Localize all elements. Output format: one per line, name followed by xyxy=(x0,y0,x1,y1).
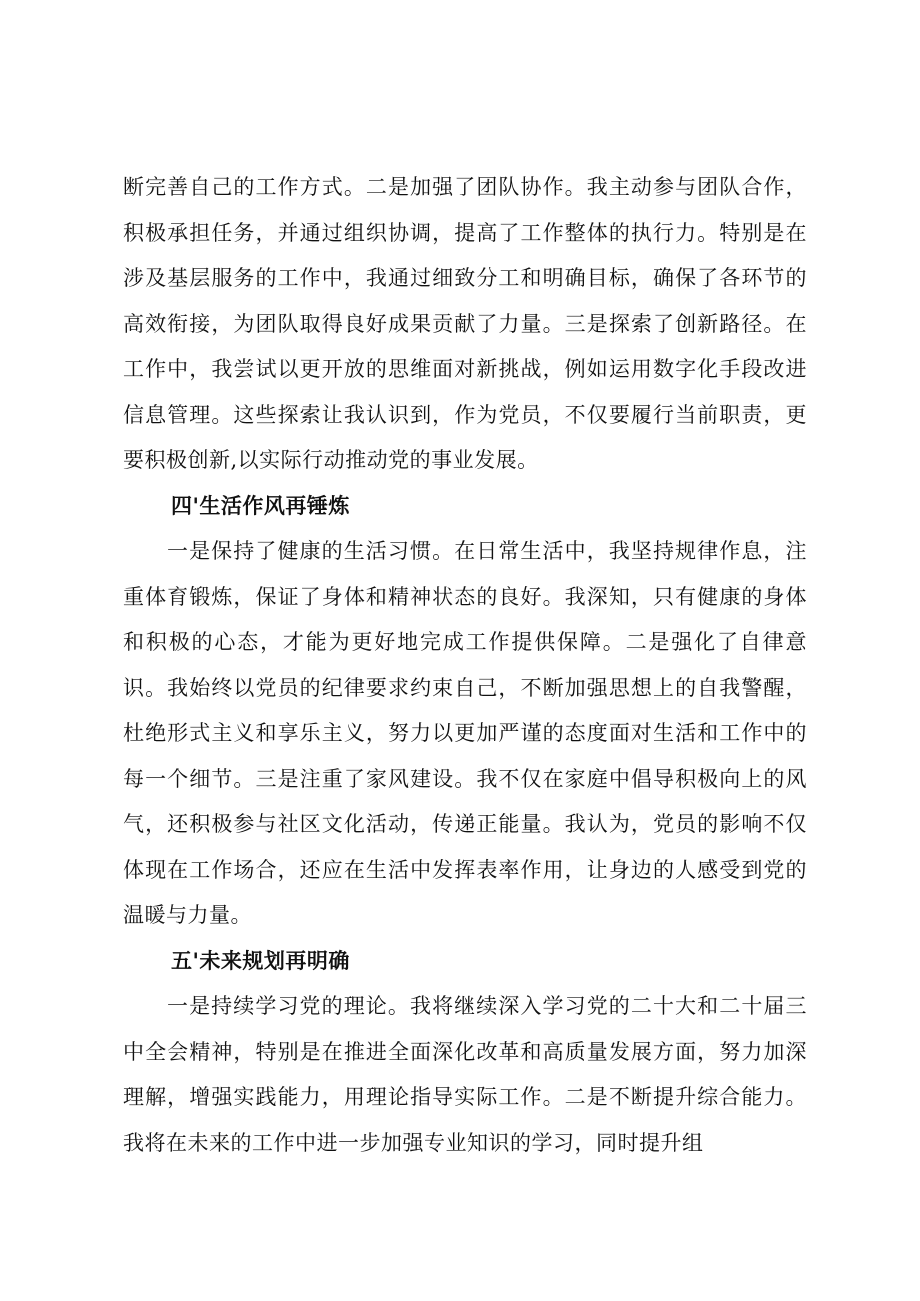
paragraph-continued: 断完善自己的工作方式。二是加强了团队协作。我主动参与团队合作，积极承担任务，并通过组织协调，提高了工作整体的执行力。特别是在涉及基层服务的工作中，我通过细致分工和明确目标，确保了各环节的高效衔接，为团队取得良好成果贡献了力量。三是探索了创新路径。在工作中，我尝试以更开放的思维面对新挑战，例如运用数字化手段改进信息管理。这些探索让我认识到，作为党员，不仅要履行当前职责，更要积极创新,以实际行动推动党的事业发展。 xyxy=(123,175,807,472)
section-heading-5: 五'未来规划再明确 xyxy=(171,948,350,973)
section-heading-4: 四'生活作风再锤炼 xyxy=(171,493,350,518)
paragraph-lifestyle: 一是保持了健康的生活习惯。在日常生活中，我坚持规律作息，注重体育锻炼，保证了身体和精神状态的良好。我深知，只有健康的身体和积极的心态，才能为更好地完成工作提供保障。二是强化了自律意识。我始终以党员的纪律要求约束自己，不断加强思想上的自我警醒，杜绝形式主义和享乐主义，努力以更加严谨的态度面对生活和工作中的每一个细节。三是注重了家风建设。我不仅在家庭中倡导积极向上的风气，还积极参与社区文化活动，传递正能量。我认为，党员的影响不仅体现在工作场合，还应在生活中发挥表率作用，让身边的人感受到党的温暖与力量。 xyxy=(123,539,807,927)
paragraph-future-plan: 一是持续学习党的理论。我将继续深入学习党的二十大和二十届三中全会精神，特别是在推进全面深化改革和高质量发展方面，努力加深理解，增强实践能力，用理论指导实际工作。二是不断提升综合能力。我将在未来的工作中进一步加强专业知识的学习，同时提升组 xyxy=(123,994,807,1155)
document-body xyxy=(123,165,807,1166)
